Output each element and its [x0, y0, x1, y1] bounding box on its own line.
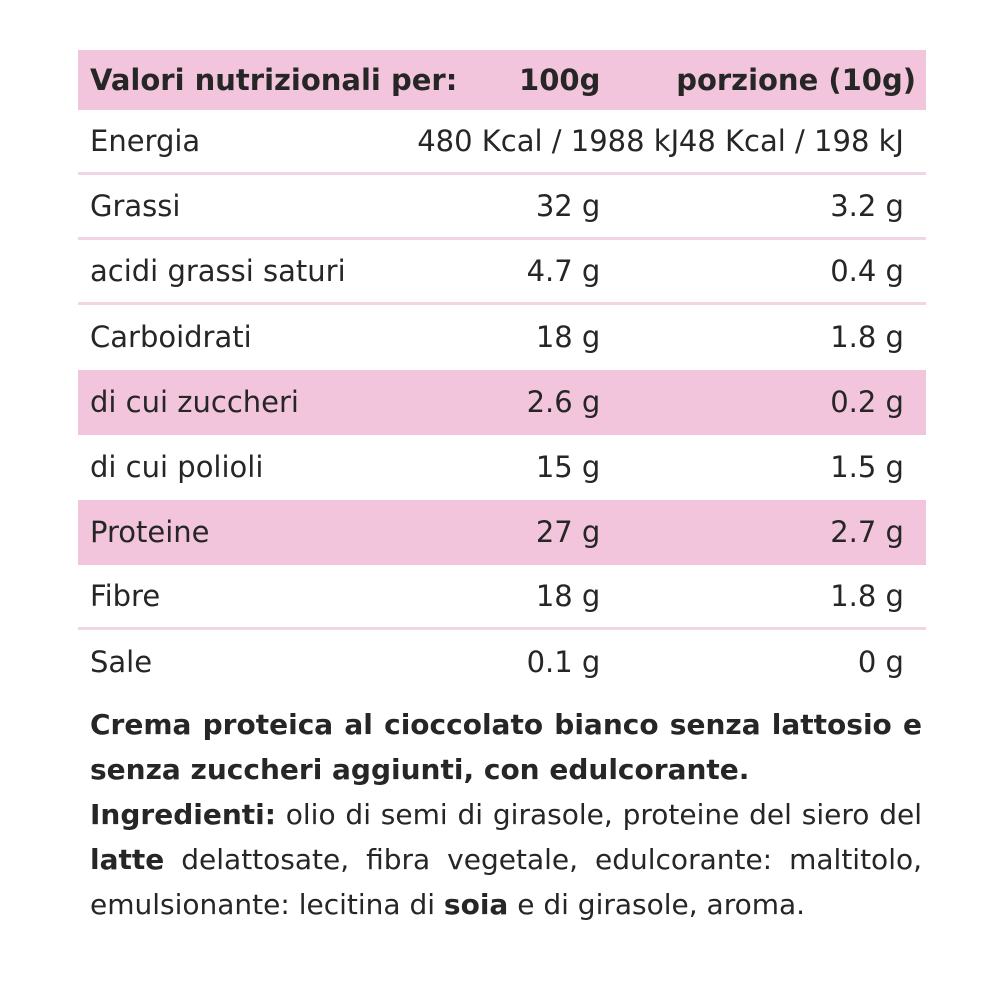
row-value-portion: 0.2 g	[830, 385, 904, 419]
ingredients-label: Ingredienti:	[90, 798, 276, 831]
ingredients-text: delattosate, fibra vegetale, edulcorante: maltitolo, emulsionante: lecitina di	[90, 843, 922, 921]
row-label: Fibre	[90, 578, 161, 613]
row-label: di cui polioli	[90, 450, 264, 484]
table-header-row	[78, 50, 926, 110]
row-value-portion: 1.8 g	[830, 320, 904, 354]
row-label: di cui zuccheri	[90, 385, 299, 419]
table-row-fibre	[78, 565, 926, 630]
row-value-100g: 27 g	[535, 515, 601, 549]
table-row-acidi-grassi-saturi	[78, 240, 926, 305]
description	[90, 702, 922, 927]
row-value-portion: 0 g	[857, 645, 904, 679]
row-value-portion: 1.5 g	[830, 450, 904, 484]
product-description-text: Crema proteica al cioccolato bianco senza lattosio e senza zuccheri aggiunti, con edulcorante.	[90, 708, 922, 786]
ingredients-paragraph	[90, 792, 922, 927]
table-row-proteine	[78, 500, 926, 565]
table-row-energia	[78, 110, 926, 175]
header-col-portion: porzione (10g)	[676, 62, 916, 97]
row-label: Proteine	[90, 515, 210, 549]
row-label: Sale	[90, 645, 153, 679]
ingredient-latte-bold: latte	[90, 843, 165, 876]
row-label: Carboidrati	[90, 320, 252, 354]
row-value-portion: 0.4 g	[830, 253, 904, 288]
table-row-di-cui-polioli	[78, 435, 926, 500]
row-label: Energia	[90, 123, 201, 158]
row-value-portion: 2.7 g	[830, 515, 904, 549]
nutrition-table	[78, 50, 926, 695]
header-col-label: Valori nutrizionali per:	[90, 62, 458, 97]
row-label: Grassi	[90, 188, 181, 223]
table-row-di-cui-zuccheri	[78, 370, 926, 435]
row-value-100g: 2.6 g	[526, 385, 601, 419]
row-value-100g: 18 g	[535, 320, 601, 354]
row-value-100g: 0.1 g	[526, 645, 601, 679]
row-value-100g: 32 g	[535, 188, 601, 223]
row-value-portion: 48 Kcal / 198 kJ	[678, 123, 904, 158]
row-value-100g: 480 Kcal / 1988 kJ	[417, 123, 680, 158]
row-value-100g: 15 g	[535, 450, 601, 484]
ingredients-text: olio di semi di girasole, proteine del siero del	[275, 798, 922, 831]
row-label: acidi grassi saturi	[90, 253, 346, 288]
ingredient-soia-bold: soia	[443, 888, 509, 921]
table-row-carboidrati	[78, 305, 926, 370]
row-value-portion: 3.2 g	[830, 188, 904, 223]
product-description	[90, 702, 922, 792]
row-value-100g: 4.7 g	[526, 253, 601, 288]
header-col-100g: 100g	[519, 62, 601, 97]
row-value-100g: 18 g	[535, 578, 601, 613]
row-value-portion: 1.8 g	[830, 578, 904, 613]
ingredients-text: e di girasole, aroma.	[508, 888, 806, 921]
table-row-sale	[78, 630, 926, 695]
table-row-grassi	[78, 175, 926, 240]
